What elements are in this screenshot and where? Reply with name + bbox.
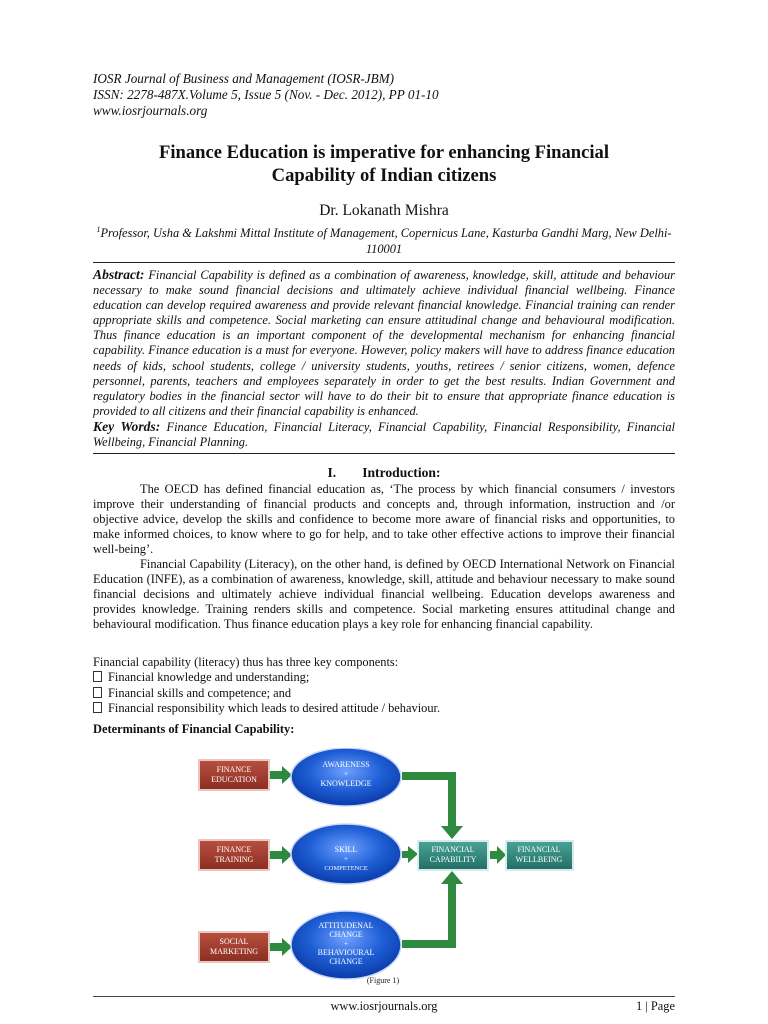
oval-attitudinal-behavioural-change xyxy=(291,911,401,979)
svg-text:+: + xyxy=(344,940,348,948)
footer-url[interactable]: www.iosrjournals.org xyxy=(330,999,438,1013)
svg-text:AWARENESS: AWARENESS xyxy=(322,760,370,769)
svg-text:ATTITUDENAL: ATTITUDENAL xyxy=(318,921,374,930)
journal-website: www.iosrjournals.org xyxy=(93,103,208,118)
svg-text:WELLBEING: WELLBEING xyxy=(515,855,563,864)
input-box-social-marketing xyxy=(199,932,269,962)
box-label: TRAINING xyxy=(214,855,254,864)
oval-skill-competence xyxy=(291,824,401,884)
svg-text:COMPETENCE: COMPETENCE xyxy=(324,865,368,872)
abstract-label: Abstract: xyxy=(93,267,145,282)
intro-paragraph-2 xyxy=(93,557,675,632)
svg-text:FINANCIAL: FINANCIAL xyxy=(517,845,561,854)
arrow-icon xyxy=(270,938,292,956)
keywords-text: Finance Education, Financial Literacy, Financial Capability, Financial Responsibility, Financial Wellbeing, Financial Planning. xyxy=(93,420,675,450)
keywords-label: Key Words: xyxy=(93,419,161,434)
affiliation-text: Professor, Usha & Lakshmi Mittal Institute of Management, Copernicus Lane, Kasturba Gandhi Marg, New Delhi- 110001 xyxy=(100,226,672,257)
svg-text:BEHAVIOURAL: BEHAVIOURAL xyxy=(317,948,375,957)
box-label: MARKETING xyxy=(210,947,258,956)
footer-rule xyxy=(93,996,675,997)
svg-text:+: + xyxy=(344,855,348,863)
arrow-icon xyxy=(490,846,506,864)
affiliation-superscript: 1 xyxy=(96,225,101,234)
svg-text:SKILL: SKILL xyxy=(334,845,358,854)
figure-caption: (Figure 1) xyxy=(366,976,400,985)
svg-text:CAPABILITY: CAPABILITY xyxy=(429,855,477,864)
svg-text:CHANGE: CHANGE xyxy=(329,930,363,939)
title-line-1: Finance Education is imperative for enhancing Financial xyxy=(158,142,610,163)
title-line-2: Capability of Indian citizens xyxy=(271,165,497,186)
input-arrows xyxy=(270,766,292,956)
section-title: Introduction: xyxy=(362,465,441,480)
arrow-icon xyxy=(402,772,463,839)
arrow-icon xyxy=(270,846,292,864)
paragraph-text: The OECD has defined financial education as, ‘The process by which financial consumers / investors improve their understanding of financial products and concepts and, through information, instruction and /or objective advice, develop the skills and confidence to become more aware of financial risks and opportunities, to make informed choices, to know where to go for help, and to take other effective actions to improve their financial well-being’. xyxy=(93,482,675,556)
list-item: Financial knowledge and understanding; xyxy=(93,670,675,685)
list-item: Financial skills and competence; and xyxy=(93,686,675,701)
capability-diagram xyxy=(190,748,590,988)
bullet-box-icon xyxy=(93,671,102,682)
paragraph-text: Financial Capability (Literacy), on the other hand, is defined by OECD International Network on Financial Education (INFE), as a combination of awareness, knowledge, skill, attitude and behaviour necessary to make sound financial decisions and ultimately achieve individual financial wellbeing. Education develops awareness and provides knowledge. Training renders skills and competence. Social marketing ensures attitudinal change and behavioural modification. Thus finance education plays a key role for enhancing financial capability. xyxy=(93,557,675,631)
arrow-icon xyxy=(270,766,292,784)
arrow-icon xyxy=(402,871,463,948)
input-box-finance-education xyxy=(199,760,269,790)
svg-text:CHANGE: CHANGE xyxy=(329,957,363,966)
input-box-finance-training xyxy=(199,840,269,870)
oval-awareness-knowledge xyxy=(291,748,401,806)
section-heading xyxy=(93,465,675,481)
financial-capability-box xyxy=(418,841,488,870)
box-label: EDUCATION xyxy=(211,775,257,784)
intro-paragraph-1 xyxy=(93,482,675,557)
abstract xyxy=(93,267,675,419)
svg-text:FINANCIAL: FINANCIAL xyxy=(431,845,475,854)
issn-line: ISSN: 2278-487X.Volume 5, Issue 5 (Nov. - Dec. 2012), PP 01-10 xyxy=(93,87,439,102)
list-item: Financial responsibility which leads to desired attitude / behaviour. xyxy=(93,701,675,716)
keywords xyxy=(93,419,675,450)
components-list xyxy=(93,655,675,717)
svg-text:+: + xyxy=(344,770,348,778)
author-affiliation xyxy=(93,222,675,257)
list-intro: Financial capability (literacy) thus has three key components: xyxy=(93,655,399,669)
financial-wellbeing-box xyxy=(506,841,573,870)
keywords-bottom-rule xyxy=(93,453,675,454)
paper-title xyxy=(93,141,675,187)
box-label: FINANCE xyxy=(216,845,252,854)
arrow-icon xyxy=(402,846,418,863)
box-label: FINANCE xyxy=(216,765,252,774)
journal-name: IOSR Journal of Business and Management (IOSR-JBM) xyxy=(93,71,395,86)
box-label: SOCIAL xyxy=(219,937,249,946)
section-number: I. xyxy=(327,465,337,480)
footer-page-number: 1 | Page xyxy=(636,999,675,1013)
bullet-box-icon xyxy=(93,687,102,698)
determinants-heading: Determinants of Financial Capability: xyxy=(93,722,295,736)
abstract-top-rule xyxy=(93,262,675,263)
bullet-box-icon xyxy=(93,702,102,713)
author-name: Dr. Lokanath Mishra xyxy=(319,202,449,219)
svg-text:KNOWLEDGE: KNOWLEDGE xyxy=(320,779,372,788)
abstract-text: Financial Capability is defined as a combination of awareness, knowledge, skill, attitude and behaviour necessary to make sound financial decisions and ultimately achieve individual financial wellbeing. Finance education can develop required awareness and provide relevant financial knowledge. Financial training can render appropriate skills and competence. Social marketing can ensure attitudinal change and behavioural modification. Thus finance education is an important component of the developmental mechanism for enhancing financial capability. Finance education is a must for everyone. However, policy makers will have to address finance education needs of kids, school students, college / university students, youths, retirees / senior citizens, women, defence personnel, parents, teachers and employees separately in order to get the best results. Indian Government and regulatory bodies in the financial sector will have to do their bit to ensure that appropriate finance education is provided to all citizens and their financial capability is enhanced. xyxy=(93,268,675,418)
journal-header xyxy=(93,71,439,119)
